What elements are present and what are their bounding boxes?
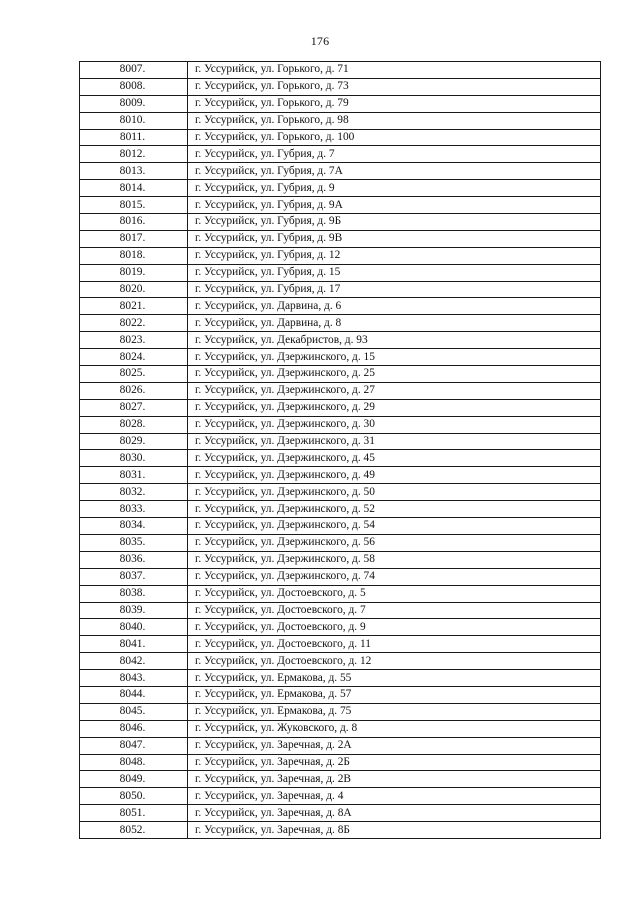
row-address: г. Уссурийск, ул. Заречная, д. 2Б — [188, 754, 601, 771]
row-number: 8017. — [80, 230, 188, 247]
row-address: г. Уссурийск, ул. Дзержинского, д. 52 — [188, 501, 601, 518]
row-number: 8015. — [80, 197, 188, 214]
row-number: 8010. — [80, 112, 188, 129]
row-number: 8042. — [80, 653, 188, 670]
row-address: г. Уссурийск, ул. Дарвина, д. 6 — [188, 298, 601, 315]
row-address: г. Уссурийск, ул. Губрия, д. 17 — [188, 281, 601, 298]
row-number: 8025. — [80, 366, 188, 383]
table-row — [80, 568, 601, 585]
row-address: г. Уссурийск, ул. Дзержинского, д. 15 — [188, 349, 601, 366]
row-number: 8031. — [80, 467, 188, 484]
row-number: 8007. — [80, 62, 188, 79]
row-number: 8028. — [80, 416, 188, 433]
row-number: 8036. — [80, 551, 188, 568]
row-address: г. Уссурийск, ул. Дзержинского, д. 45 — [188, 450, 601, 467]
row-number: 8051. — [80, 805, 188, 822]
row-number: 8023. — [80, 332, 188, 349]
row-address: г. Уссурийск, ул. Достоевского, д. 11 — [188, 636, 601, 653]
row-address: г. Уссурийск, ул. Дзержинского, д. 58 — [188, 551, 601, 568]
table-row — [80, 264, 601, 281]
table-row — [80, 366, 601, 383]
row-number: 8035. — [80, 534, 188, 551]
row-number: 8030. — [80, 450, 188, 467]
row-number: 8052. — [80, 822, 188, 839]
row-address: г. Уссурийск, ул. Горького, д. 73 — [188, 78, 601, 95]
table-row — [80, 298, 601, 315]
table-row — [80, 788, 601, 805]
row-address: г. Уссурийск, ул. Горького, д. 71 — [188, 62, 601, 79]
row-number: 8043. — [80, 670, 188, 687]
row-number: 8034. — [80, 518, 188, 535]
table-row — [80, 754, 601, 771]
row-address: г. Уссурийск, ул. Дзержинского, д. 25 — [188, 366, 601, 383]
row-number: 8011. — [80, 129, 188, 146]
row-address: г. Уссурийск, ул. Дзержинского, д. 56 — [188, 534, 601, 551]
table-row — [80, 822, 601, 839]
row-number: 8022. — [80, 315, 188, 332]
row-address: г. Уссурийск, ул. Дзержинского, д. 49 — [188, 467, 601, 484]
table-row — [80, 720, 601, 737]
table-row — [80, 416, 601, 433]
row-number: 8024. — [80, 349, 188, 366]
row-address: г. Уссурийск, ул. Заречная, д. 4 — [188, 788, 601, 805]
row-address: г. Уссурийск, ул. Губрия, д. 12 — [188, 247, 601, 264]
row-address: г. Уссурийск, ул. Ермакова, д. 75 — [188, 703, 601, 720]
table-row — [80, 281, 601, 298]
table-row — [80, 467, 601, 484]
page-number: 176 — [310, 34, 330, 48]
table-row — [80, 62, 601, 79]
table-row — [80, 670, 601, 687]
table-row — [80, 129, 601, 146]
row-address: г. Уссурийск, ул. Заречная, д. 8Б — [188, 822, 601, 839]
row-number: 8026. — [80, 382, 188, 399]
row-number: 8046. — [80, 720, 188, 737]
table-row — [80, 686, 601, 703]
row-number: 8009. — [80, 95, 188, 112]
table-row — [80, 163, 601, 180]
table-row — [80, 737, 601, 754]
table-row — [80, 180, 601, 197]
row-number: 8032. — [80, 484, 188, 501]
row-address: г. Уссурийск, ул. Дзержинского, д. 27 — [188, 382, 601, 399]
row-number: 8027. — [80, 399, 188, 416]
table-row — [80, 585, 601, 602]
row-address: г. Уссурийск, ул. Губрия, д. 9 — [188, 180, 601, 197]
row-address: г. Уссурийск, ул. Заречная, д. 2В — [188, 771, 601, 788]
row-address: г. Уссурийск, ул. Губрия, д. 9В — [188, 230, 601, 247]
row-address: г. Уссурийск, ул. Дзержинского, д. 29 — [188, 399, 601, 416]
row-address: г. Уссурийск, ул. Губрия, д. 7А — [188, 163, 601, 180]
table-row — [80, 95, 601, 112]
table-row — [80, 636, 601, 653]
table-body — [80, 62, 601, 839]
row-number: 8038. — [80, 585, 188, 602]
row-number: 8047. — [80, 737, 188, 754]
table-row — [80, 433, 601, 450]
row-number: 8037. — [80, 568, 188, 585]
row-number: 8039. — [80, 602, 188, 619]
table-row — [80, 112, 601, 129]
row-address: г. Уссурийск, ул. Достоевского, д. 7 — [188, 602, 601, 619]
row-number: 8020. — [80, 281, 188, 298]
row-address: г. Уссурийск, ул. Дзержинского, д. 54 — [188, 518, 601, 535]
row-address: г. Уссурийск, ул. Достоевского, д. 9 — [188, 619, 601, 636]
row-address: г. Уссурийск, ул. Губрия, д. 15 — [188, 264, 601, 281]
table-row — [80, 703, 601, 720]
row-address: г. Уссурийск, ул. Дзержинского, д. 74 — [188, 568, 601, 585]
table-row — [80, 214, 601, 231]
row-address: г. Уссурийск, ул. Ермакова, д. 57 — [188, 686, 601, 703]
table-row — [80, 534, 601, 551]
row-number: 8013. — [80, 163, 188, 180]
table-row — [80, 315, 601, 332]
row-address: г. Уссурийск, ул. Заречная, д. 2А — [188, 737, 601, 754]
row-number: 8012. — [80, 146, 188, 163]
row-address: г. Уссурийск, ул. Декабристов, д. 93 — [188, 332, 601, 349]
row-number: 8050. — [80, 788, 188, 805]
table-row — [80, 78, 601, 95]
row-address: г. Уссурийск, ул. Горького, д. 100 — [188, 129, 601, 146]
table-row — [80, 551, 601, 568]
row-number: 8021. — [80, 298, 188, 315]
table-row — [80, 230, 601, 247]
row-number: 8029. — [80, 433, 188, 450]
row-address: г. Уссурийск, ул. Заречная, д. 8А — [188, 805, 601, 822]
row-number: 8016. — [80, 214, 188, 231]
row-number: 8049. — [80, 771, 188, 788]
row-address: г. Уссурийск, ул. Губрия, д. 9Б — [188, 214, 601, 231]
table-row — [80, 399, 601, 416]
table-row — [80, 653, 601, 670]
row-number: 8018. — [80, 247, 188, 264]
row-address: г. Уссурийск, ул. Губрия, д. 7 — [188, 146, 601, 163]
row-address: г. Уссурийск, ул. Горького, д. 98 — [188, 112, 601, 129]
table-row — [80, 382, 601, 399]
table-row — [80, 518, 601, 535]
row-address: г. Уссурийск, ул. Горького, д. 79 — [188, 95, 601, 112]
table-row — [80, 247, 601, 264]
row-address: г. Уссурийск, ул. Достоевского, д. 5 — [188, 585, 601, 602]
row-address: г. Уссурийск, ул. Ермакова, д. 55 — [188, 670, 601, 687]
table-row — [80, 197, 601, 214]
table-row — [80, 484, 601, 501]
row-number: 8044. — [80, 686, 188, 703]
table-row — [80, 602, 601, 619]
row-number: 8048. — [80, 754, 188, 771]
table-row — [80, 501, 601, 518]
table-row — [80, 619, 601, 636]
row-address: г. Уссурийск, ул. Достоевского, д. 12 — [188, 653, 601, 670]
table-row — [80, 349, 601, 366]
row-address: г. Уссурийск, ул. Дзержинского, д. 50 — [188, 484, 601, 501]
row-address: г. Уссурийск, ул. Дзержинского, д. 31 — [188, 433, 601, 450]
table-row — [80, 771, 601, 788]
row-address: г. Уссурийск, ул. Дзержинского, д. 30 — [188, 416, 601, 433]
address-table — [79, 61, 601, 839]
table-row — [80, 805, 601, 822]
row-number: 8033. — [80, 501, 188, 518]
table-row — [80, 450, 601, 467]
row-number: 8041. — [80, 636, 188, 653]
row-address: г. Уссурийск, ул. Дарвина, д. 8 — [188, 315, 601, 332]
row-number: 8040. — [80, 619, 188, 636]
row-number: 8014. — [80, 180, 188, 197]
row-address: г. Уссурийск, ул. Жуковского, д. 8 — [188, 720, 601, 737]
row-address: г. Уссурийск, ул. Губрия, д. 9А — [188, 197, 601, 214]
row-number: 8045. — [80, 703, 188, 720]
table-row — [80, 146, 601, 163]
table-row — [80, 332, 601, 349]
row-number: 8008. — [80, 78, 188, 95]
row-number: 8019. — [80, 264, 188, 281]
